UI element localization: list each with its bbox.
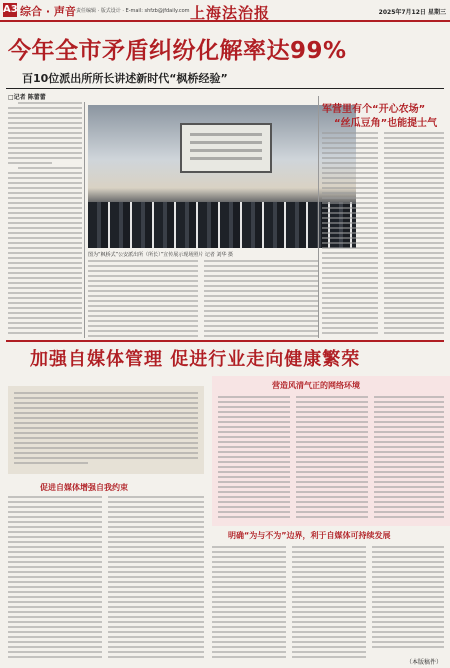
pink-col-3 [374, 396, 444, 522]
lead-byline: □记者 陈蕾蕾 [8, 94, 46, 101]
editor-meta: 责任编辑 · 版式设计 · E-mail: shfzb@jfdaily.com [76, 8, 190, 14]
pink-col-1 [218, 396, 290, 522]
masthead [0, 0, 450, 22]
divider [6, 88, 444, 89]
right-subhead: 明确“为与不为”边界，利于自媒体可持续发展 [228, 531, 391, 540]
lead-body-col-2 [88, 260, 198, 340]
photo-caption: 图为“枫桥式”公安派出所（所长）”宣传展示现场照片 记者 刘华 摄 [88, 252, 234, 258]
lead-body-col-1 [8, 102, 82, 340]
lead-subheadline: 百10位派出所所长讲述新时代“枫桥经验” [22, 72, 228, 85]
column-rule [318, 96, 319, 338]
audience [88, 202, 356, 248]
second-headline: 加强自媒体管理 促进行业走向健康繁荣 [30, 349, 361, 370]
second-body-col-1 [8, 496, 102, 664]
right-headline-2: “丝瓜豆角”也能提士气 [334, 118, 438, 129]
pink-col-2 [296, 396, 368, 522]
left-subhead: 促进自媒体增强自我约束 [40, 483, 128, 492]
second-body-col-4 [292, 546, 366, 664]
lead-photo [88, 105, 356, 248]
intro-text [14, 392, 198, 470]
right-body-col-1 [322, 132, 378, 338]
footer-credit: （本版稿件） [405, 659, 442, 666]
right-body-col-2 [384, 132, 444, 338]
section-title: 综合 · 声音 [20, 5, 76, 18]
second-body-col-2 [108, 496, 204, 664]
projection-screen [180, 123, 272, 173]
newspaper-logo: 上海法治报 [190, 4, 271, 22]
pink-subhead: 营造风清气正的网络环境 [272, 381, 360, 390]
second-body-col-5 [372, 546, 444, 654]
right-headline-1: 军营里有个“开心农场” [322, 104, 426, 115]
highlight-box [212, 376, 450, 526]
page-number: A3 [3, 4, 18, 15]
divider [6, 340, 444, 342]
second-body-col-3 [212, 546, 286, 664]
intro-box [8, 386, 204, 474]
lead-body-col-3 [204, 260, 318, 340]
issue-date: 2025年7月12日 星期三 [378, 9, 446, 16]
lead-headline: 今年全市矛盾纠纷化解率达99% [8, 38, 347, 64]
column-rule [84, 102, 85, 338]
